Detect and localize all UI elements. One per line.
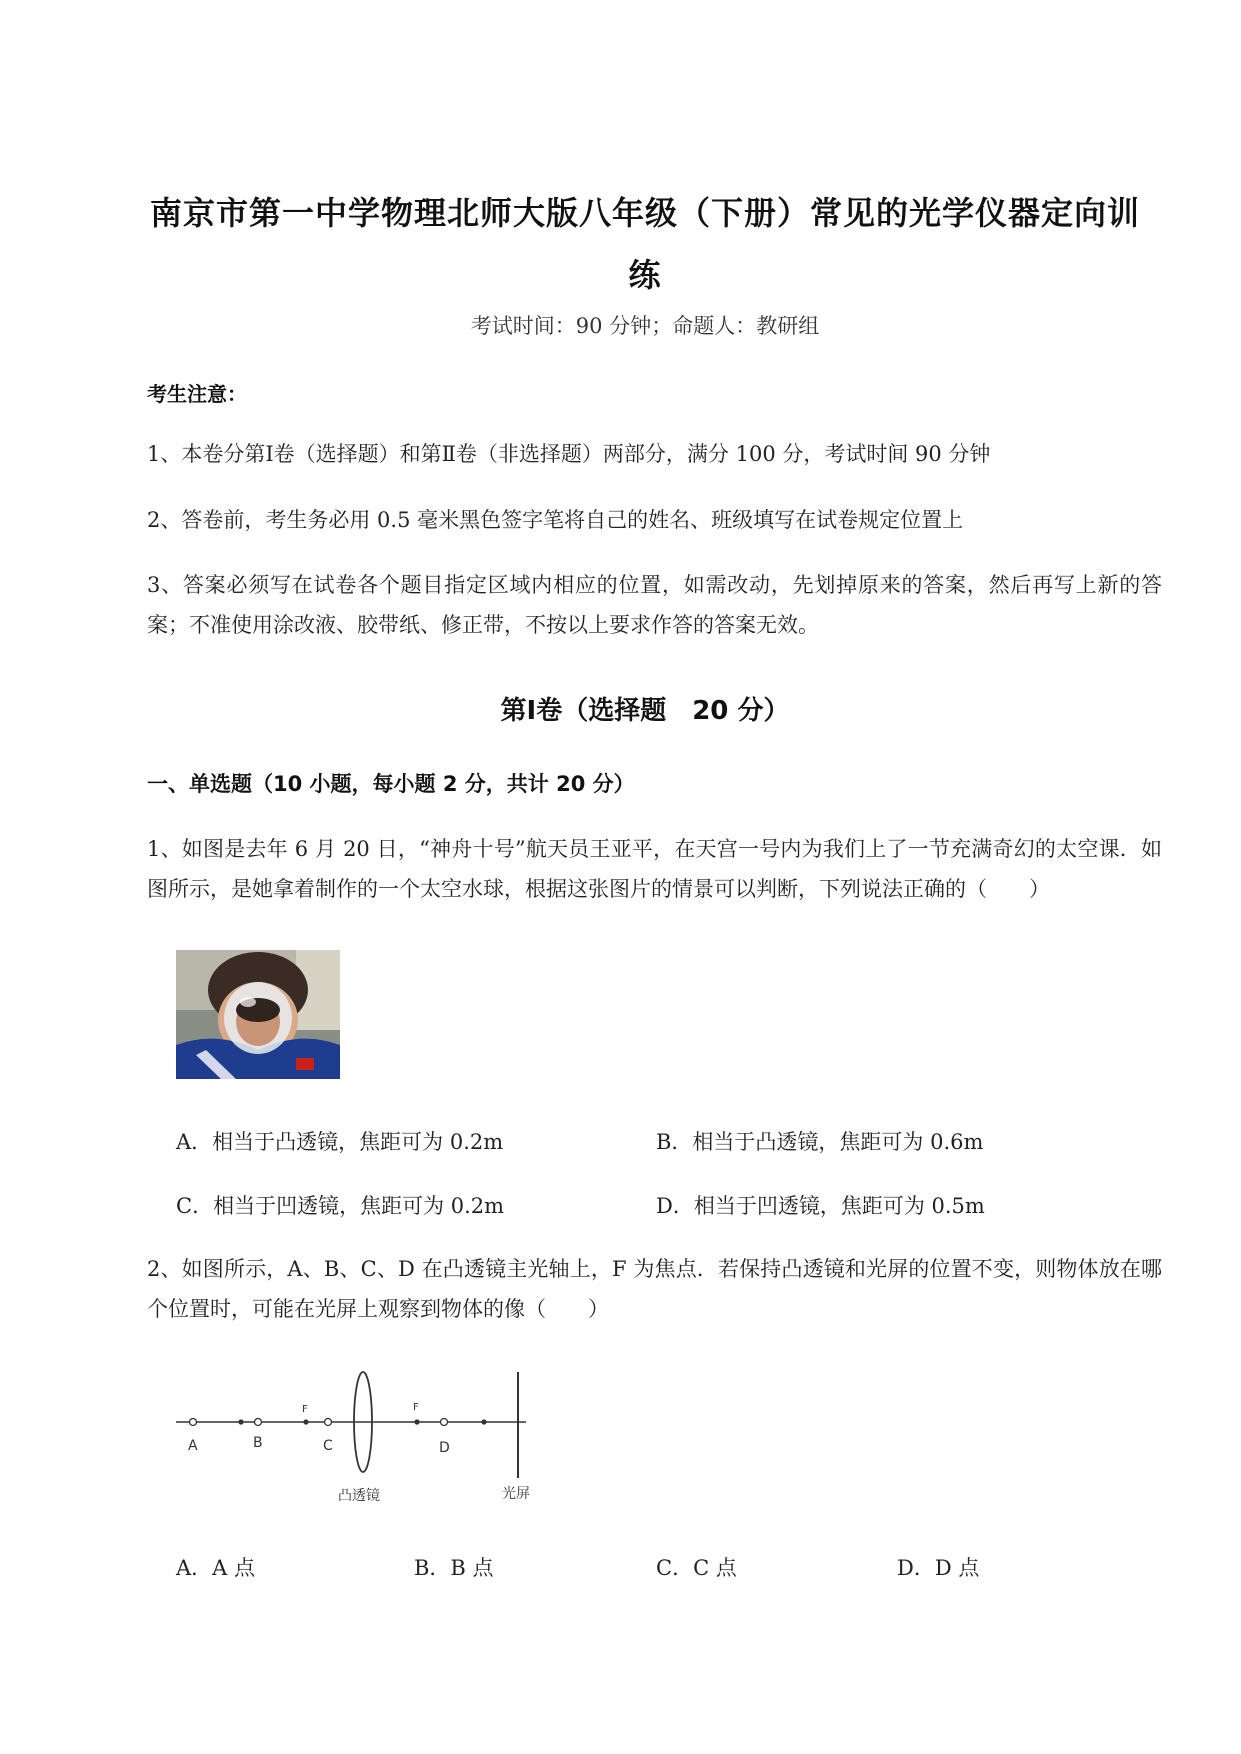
option-b[interactable]: B．相当于凸透镜，焦距可为 0.6m [656,1130,984,1154]
notice-heading: 考生注意： [147,382,247,406]
option-d[interactable]: D．相当于凹透镜，焦距可为 0.5m [656,1194,985,1218]
notice-item: 2、答卷前，考生务必用 0.5 毫米黑色签字笔将自己的姓名、班级填写在试卷规定位置上 [147,508,964,532]
lens-label: 凸透镜 [338,1488,380,1504]
page-title-continued: 练 [628,256,662,294]
focus-left-label: F [302,1404,308,1415]
focus-right-label: F [413,1402,419,1413]
screen-label: 光屏 [502,1486,530,1502]
lens-diagram [168,1370,548,1520]
option-a[interactable]: A．A 点 [176,1556,256,1580]
point-b-label: B [253,1435,263,1451]
section-title: 第Ⅰ卷（选择题 20 分） [500,696,790,726]
space-water-ball-photo [176,950,340,1079]
point-a-label: A [188,1438,198,1454]
question-2-stem: 2、如图所示，A、B、C、D 在凸透镜主光轴上，F 为焦点．若保持凸透镜和光屏的位置不变，则物体放在哪个位置时，可能在光屏上观察到物体的像（ ） [147,1257,1162,1321]
point-c-label: C [323,1438,333,1454]
point-d-label: D [439,1440,450,1456]
option-b[interactable]: B．B 点 [414,1556,494,1580]
page-title: 南京市第一中学物理北师大版八年级（下册）常见的光学仪器定向训 [149,194,1140,232]
option-a[interactable]: A．相当于凸透镜，焦距可为 0.2m [176,1130,504,1154]
part-heading: 一、单选题（10 小题，每小题 2 分，共计 20 分） [147,772,635,796]
notice-item: 1、本卷分第Ⅰ卷（选择题）和第Ⅱ卷（非选择题）两部分，满分 100 分，考试时间 90 分钟 [147,442,991,466]
option-c[interactable]: C．C 点 [656,1556,737,1580]
notice-item: 3、答案必须写在试卷各个题目指定区域内相应的位置，如需改动，先划掉原来的答案，然后再写上新的答案；不准使用涂改液、胶带纸、修正带，不按以上要求作答的答案无效。 [147,573,1162,637]
exam-info: 考试时间：90 分钟；命题人：教研组 [470,314,820,338]
option-c[interactable]: C．相当于凹透镜，焦距可为 0.2m [176,1194,505,1218]
option-d[interactable]: D．D 点 [897,1556,980,1580]
question-1-stem: 1、如图是去年 6 月 20 日，“神舟十号”航天员王亚平，在天宫一号内为我们上了一节充满奇幻的太空课．如图所示，是她拿着制作的一个太空水球，根据这张图片的情景可以判断，下列说法正确的（ ） [147,837,1162,901]
